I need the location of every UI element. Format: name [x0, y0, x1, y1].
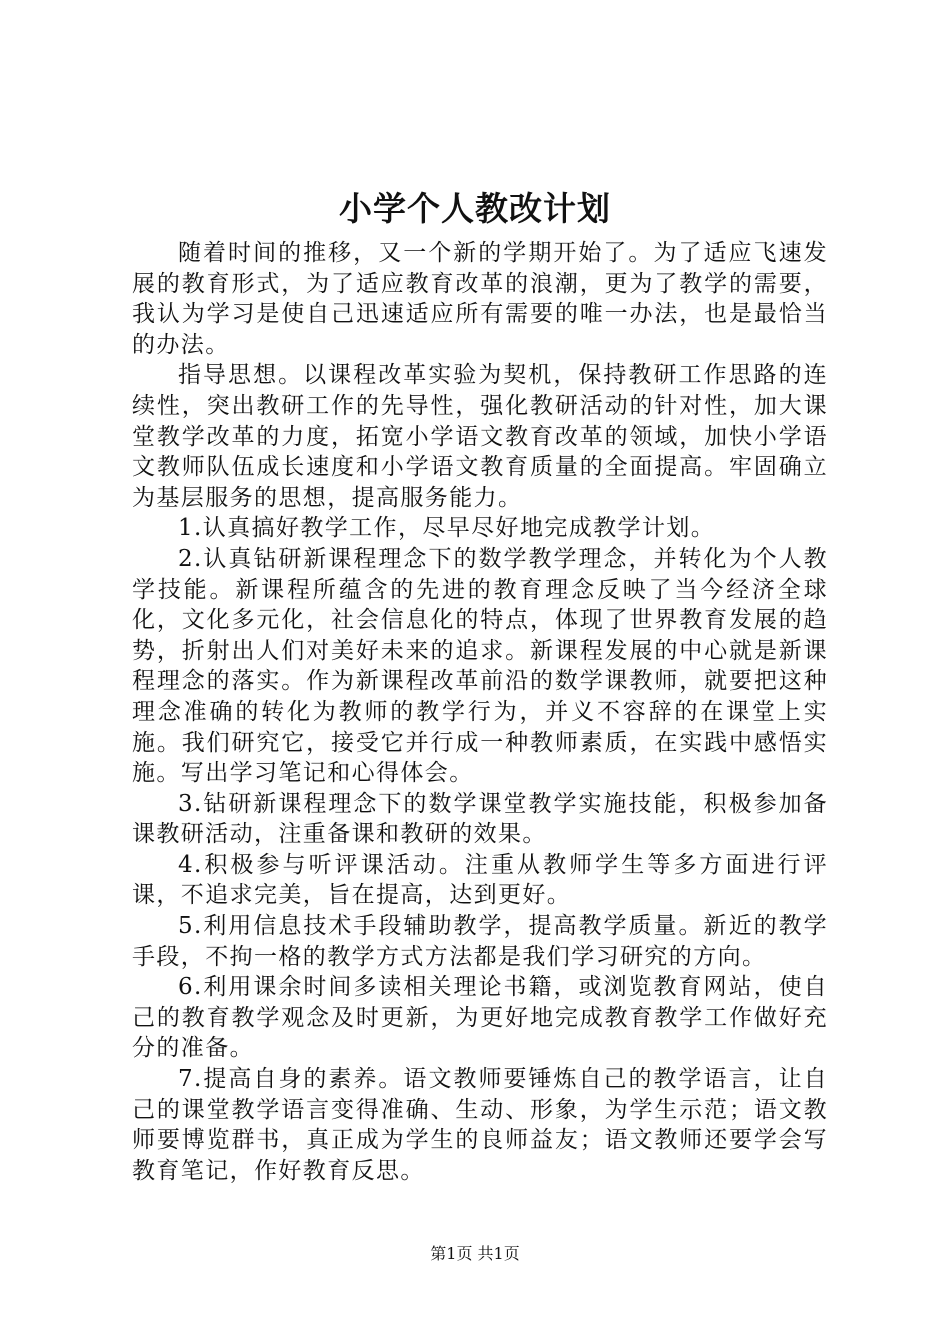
paragraph-item-3: 3.钻研新课程理念下的数学课堂教学实施技能，积极参加备课教研活动，注重备课和教研的效果。	[132, 790, 828, 848]
paragraph-item-2: 2.认真钻研新课程理念下的数学教学理念，并转化为个人教学技能。新课程所蕴含的先进的教育理念反映了当今经济全球化，文化多元化，社会信息化的特点，体现了世界教育发展的趋势，折射出人们对美好未来的追求。新课程发展的中心就是新课程理念的落实。作为新课程改革前沿的数学课教师，就要把这种理念准确的转化为教师的教学行为，并义不容辞的在课堂上实施。我们研究它，接受它并行成一种教师素质，在实践中感悟实施。写出学习笔记和心得体会。	[132, 545, 828, 787]
paragraph-item-6: 6.利用课余时间多读相关理论书籍，或浏览教育网站，使自己的教育教学观念及时更新，为更好地完成教育教学工作做好充分的准备。	[132, 974, 828, 1062]
document-body	[132, 238, 828, 1186]
page-footer: 第1页 共1页	[430, 1244, 520, 1263]
document-title: 小学个人教改计划	[339, 189, 611, 228]
paragraph-item-7: 7.提高自身的素养。语文教师要锤炼自己的教学语言，让自己的课堂教学语言变得准确、生动、形象，为学生示范；语文教师要博览群书，真正成为学生的良师益友；语文教师还要学会写教育笔记，作好教育反思。	[132, 1066, 828, 1184]
paragraph-item-1: 1.认真搞好教学工作，尽早尽好地完成教学计划。	[178, 515, 716, 542]
paragraph-item-4: 4.积极参与听评课活动。注重从教师学生等多方面进行评课，不追求完美，旨在提高，达到更好。	[132, 851, 828, 909]
paragraph-item-5: 5.利用信息技术手段辅助教学，提高教学质量。新近的教学手段，不拘一格的教学方式方法都是我们学习研究的方向。	[132, 913, 828, 970]
paragraph-intro: 随着时间的推移，又一个新的学期开始了。为了适应飞速发展的教育形式，为了适应教育改革的浪潮，更为了教学的需要，我认为学习是使自己迅速适应所有需要的唯一办法，也是最恰当的办法。	[132, 240, 828, 358]
paragraph-guiding-idea: 指导思想。以课程改革实验为契机，保持教研工作思路的连续性，突出教研工作的先导性，强化教研活动的针对性，加大课堂教学改革的力度，拓宽小学语文教育改革的领域，加快小学语文教师队伍成长速度和小学语文教育质量的全面提高。牢固确立为基层服务的思想，提高服务能力。	[132, 362, 828, 511]
